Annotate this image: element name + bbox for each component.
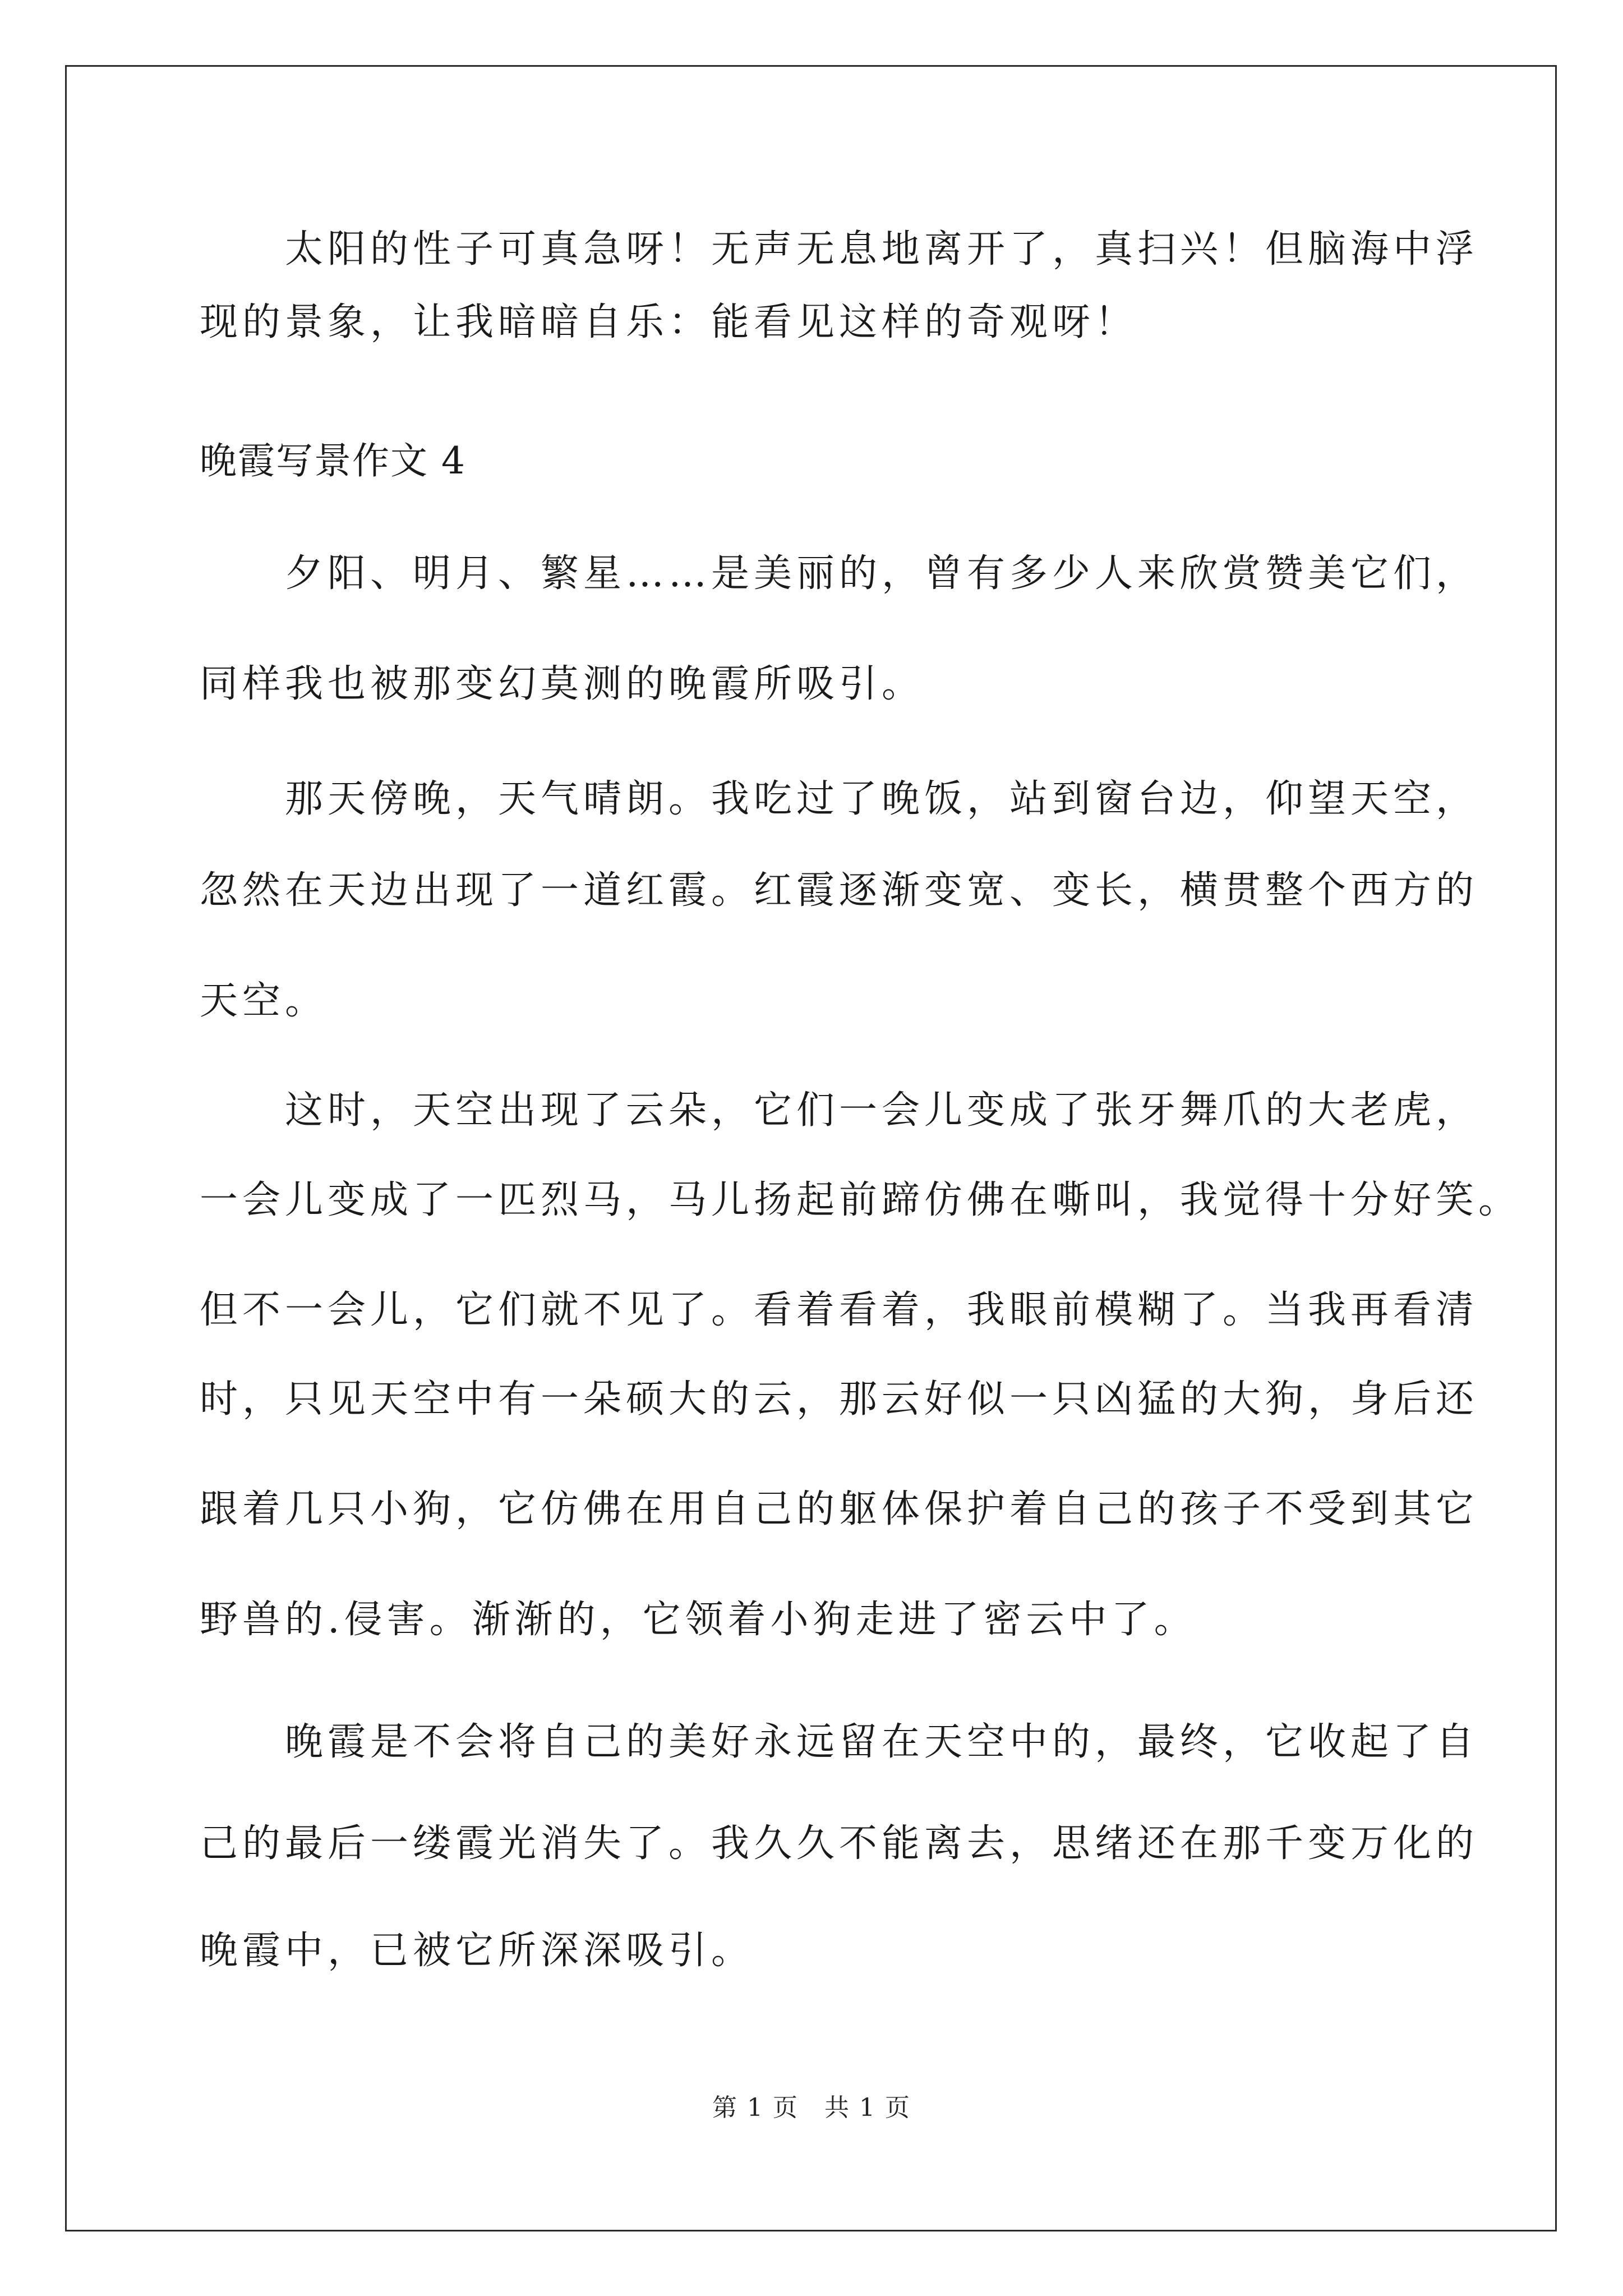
paragraph-line: 同样我也被那变幻莫测的晚霞所吸引。 [200,662,925,706]
section-heading: 晚霞写景作文 4 [200,439,466,482]
paragraph-line: 时，只见天空中有一朵硕大的云，那云好似一只凶猛的大狗，身后还 [200,1377,1479,1421]
page-number-footer: 第 1 页 共 1 页 [712,2093,911,2122]
paragraph-line: 那天傍晚，天气晴朗。我吃过了晚饭，站到窗台边，仰望天空， [200,777,1479,821]
paragraph-line: 野兽的.侵害。渐渐的，它领着小狗走进了密云中了。 [200,1598,1197,1642]
paragraph-line: 跟着几只小狗，它仿佛在用自己的躯体保护着自己的孩子不受到其它 [200,1487,1479,1531]
paragraph-line: 太阳的性子可真急呀！无声无息地离开了，真扫兴！但脑海中浮 [200,227,1479,272]
paragraph-line: 一会儿变成了一匹烈马，马儿扬起前蹄仿佛在嘶叫，我觉得十分好笑。 [200,1178,1521,1222]
paragraph-line: 忽然在天边出现了一道红霞。红霞逐渐变宽、变长，横贯整个西方的 [200,868,1479,913]
paragraph-line: 己的最后一缕霞光消失了。我久久不能离去，思绪还在那千变万化的 [200,1821,1479,1866]
paragraph-line: 晚霞是不会将自己的美好永远留在天空中的，最终，它收起了自 [200,1720,1479,1764]
page-border [65,65,1557,2231]
paragraph-line: 天空。 [200,979,328,1023]
paragraph-line: 这时，天空出现了云朵，它们一会儿变成了张牙舞爪的大老虎， [200,1088,1479,1133]
paragraph-line: 现的景象，让我暗暗自乐：能看见这样的奇观呀！ [200,300,1138,344]
paragraph-line: 夕阳、明月、繁星……是美丽的，曾有多少人来欣赏赞美它们， [200,551,1479,596]
paragraph-line: 晚霞中，已被它所深深吸引。 [200,1929,754,1973]
paragraph-line: 但不一会儿，它们就不见了。看着看着，我眼前模糊了。当我再看清 [200,1288,1479,1332]
